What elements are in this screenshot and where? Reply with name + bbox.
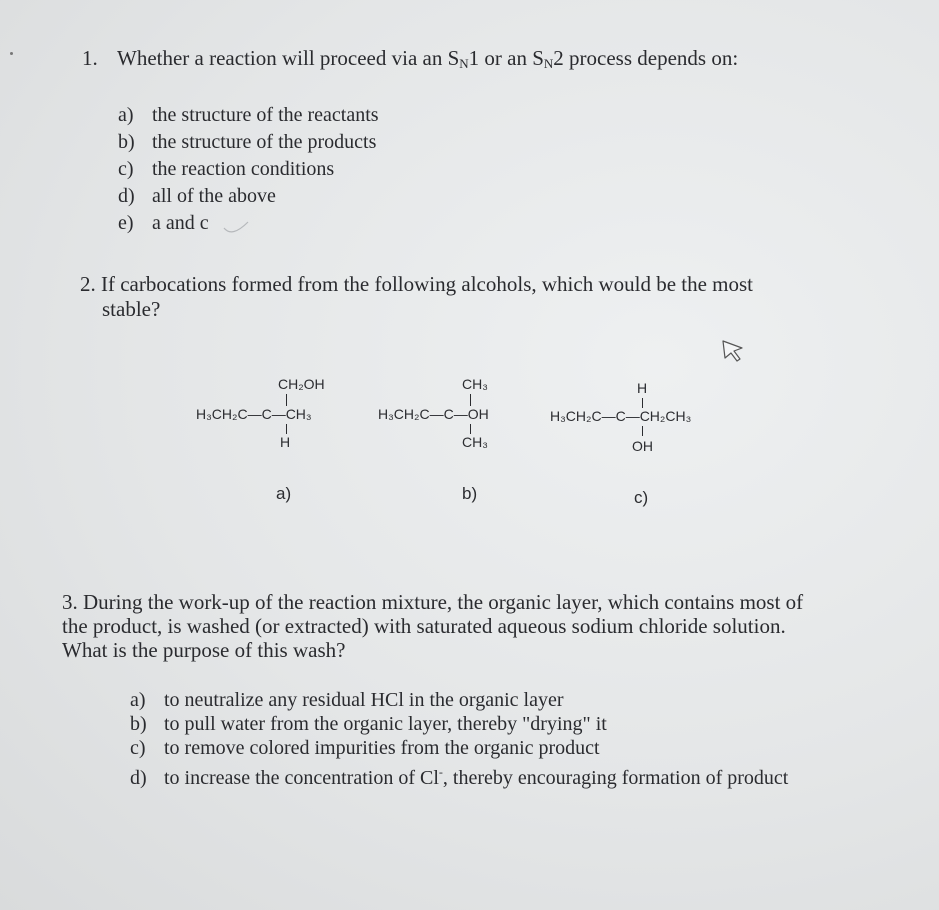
chloride-superscript: - [438,765,443,779]
structure-c-bond-up [642,398,643,408]
question-3 [62,590,803,662]
pencil-mark [222,220,252,240]
structure-b-bond-down [470,424,471,434]
q3-option-b[interactable]: b) to pull water from the organic layer, thereby "drying" it [130,713,607,735]
structure-c-top: H [637,380,648,396]
structure-a-top: CH₂OH [278,376,325,392]
question-3-line-3: What is the purpose of this wash? [62,638,346,662]
question-1-options [118,102,379,237]
structure-c-label: c) [634,488,649,507]
structure-a-bond-down [286,424,287,434]
q1-option-e[interactable]: e) a and c [118,212,209,234]
q1-option-b[interactable]: b) the structure of the products [118,131,377,153]
q3-option-a[interactable]: a) to neutralize any residual HCl in the organic layer [130,689,564,711]
q3-option-c[interactable]: c) to remove colored impurities from the organic product [130,737,600,759]
structure-b-chain: H₃CH₂C—C—OH [378,406,489,422]
question-1-text-c: 2 process depends on: [553,46,739,70]
structure-b-bottom: CH₃ [462,434,488,450]
structure-b-label: b) [462,484,478,503]
structure-b-top: CH₃ [462,376,488,392]
structure-b-bond-up [470,394,471,406]
question-3-options [130,688,788,790]
structure-c-bottom: OH [632,438,653,454]
q1-option-a[interactable]: a) the structure of the reactants [118,104,379,126]
q1-option-d[interactable]: d) all of the above [118,185,276,207]
sn1-subscript: N [459,56,469,71]
mouse-cursor-icon [720,338,746,364]
margin-dot [10,52,13,55]
question-3-line-1: 3. During the work-up of the reaction mixture, the organic layer, which contains most of [62,590,804,614]
q3-option-d[interactable]: d) to increase the concentration of Cl-, thereby encouraging formation of product [130,765,789,789]
structure-c-bond-down [642,426,643,436]
question-1 [82,46,738,76]
question-2-line-2: stable? [102,297,161,321]
structure-a-chain: H₃CH₂C—C—CH₃ [196,406,312,422]
sn2-subscript: N [543,56,554,71]
structure-b [378,376,528,456]
structure-c-chain: H₃CH₂C—C—CH₂CH₃ [550,408,692,424]
structure-a-bond-up [286,394,287,406]
question-1-number: 1. [82,46,98,70]
structure-a-bottom: H [280,434,291,450]
question-2 [80,272,753,322]
question-1-text-a: Whether a reaction will proceed via an S [117,46,460,70]
structure-a-label: a) [276,484,292,503]
question-3-line-2: the product, is washed (or extracted) with saturated aqueous sodium chloride solution. [62,614,786,638]
question-1-text-b: 1 or an S [468,46,544,70]
question-2-line-1: 2. If carbocations formed from the following alcohols, which would be the most [80,272,754,296]
q1-option-c[interactable]: c) the reaction conditions [118,158,335,180]
structure-c [550,380,740,460]
structure-a [196,376,346,456]
